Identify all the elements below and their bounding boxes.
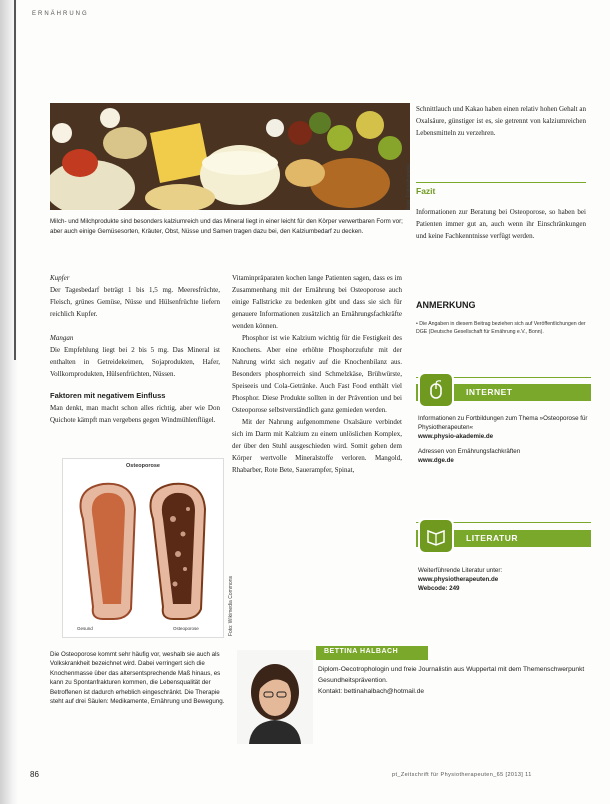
column-1 (50, 272, 220, 426)
internet-mouse-icon (418, 372, 454, 408)
kupfer-paragraph: Der Tagesbedarf beträgt 1 bis 1,5 mg. Meeresfrüchte, Fleisch, grünes Gemüse, Nüsse und Hülsenfrüchte liefern reichlich Kupfer. (50, 286, 220, 318)
internet-line-2: Adressen von Ernährungsfachkräften (418, 448, 521, 455)
spine-line (14, 0, 16, 360)
figure-credit: Foto: Wikimedia Commons (228, 575, 234, 636)
col2-paragraph-1: Vitaminpräparaten kochen lange Patienten sagen, dass es im Zusammenhang mit der Ernährung bei Osteoporose auch einige Fallstricke zu bedenken gibt und dass sie sich für genauere Informationen zusätzlich an Ernährungsfachkräfte wenden können. (232, 274, 402, 330)
anmerkung-heading: ANMERKUNG (416, 300, 476, 310)
fazit-heading: Fazit (416, 186, 436, 196)
internet-link-2[interactable]: www.dge.de (418, 457, 454, 464)
internet-box-content (418, 414, 593, 465)
heading-faktoren: Faktoren mit negativem Einfluss (50, 391, 166, 400)
literatur-title: LITERATUR (466, 533, 519, 543)
internet-link-1[interactable]: www.physio-akademie.de (418, 433, 494, 440)
author-name-tab: BETTINA HALBACH (316, 646, 428, 660)
col2-paragraph-3: Mit der Nahrung aufgenommene Oxalsäure verbindet sich im Darm mit Kalzium zu einem unlöslichen Komplex, der über den Stuhl ausgeschieden wird. Somit gehen dem Körper wertvolle Mineralstoffe verloren. Mangold, Rhabarber, Rote Bete, Sauerampfer, Spinat, (232, 418, 402, 474)
author-photo (237, 650, 313, 744)
column-3-top (416, 103, 586, 139)
food-photo (50, 103, 410, 210)
literatur-link-1[interactable]: www.physiotherapeuten.de (418, 576, 499, 583)
internet-title: INTERNET (466, 387, 513, 397)
figure-title: Osteoporose (126, 463, 160, 469)
subheading-mangan: Mangan (50, 334, 74, 342)
faktoren-paragraph: Man denkt, man macht schon alles richtig, aber wie Don Quichote kämpft man vergebens gegen Windmühlenflügel. (50, 404, 220, 424)
subheading-kupfer: Kupfer (50, 274, 70, 282)
page-number: 86 (30, 770, 39, 779)
food-illustration (50, 103, 410, 210)
anmerkung-text: • Die Angaben in diesem Beitrag beziehen sich auf Veröffentlichungen der DGE (Deutsche Gesellschaft für Ernährung e.V., Bonn). (416, 321, 586, 335)
literatur-book-icon (418, 518, 454, 554)
bone-illustration (63, 459, 223, 637)
fazit-text-block (416, 206, 586, 242)
photo-caption: Milch- und Milchprodukte sind besonders kalziumreich und das Mineral liegt in einer leicht für den Körper verwertbaren Form vor; aber auch einige Gemüsesorten, Kräuter, Obst, Nüsse und Samen tragen dazu bei, den Kalziumbedarf zu decken. (50, 218, 403, 235)
osteoporosis-figure (62, 458, 224, 638)
figure-caption: Die Osteoporose kommt sehr häufig vor, weshalb sie auch als Volkskrankheit bezeichnet wird. Dabei verringert sich die Knochenmasse über das altersentsprechende Maß hinaus, es kann zu Spontanfrakturen kommen, die Lebensqualität der Betroffenen ist dadurch erheblich eingeschränkt. Die Therapie steht auf drei Säulen: Medikamente, Ernährung und Bewegung. (50, 651, 225, 706)
mangan-paragraph: Die Empfehlung liegt bei 2 bis 5 mg. Das Mineral ist enthalten in Getreidekeimen, Sojaprodukten, Hafer, Vollkornprodukten, Hülsenfrüchten, Nüssen. (50, 346, 220, 378)
literatur-line-1: Weiterführende Literatur unter: (418, 567, 503, 574)
internet-line-1: Informationen zu Fortbildungen zum Thema »Osteoporose für Physiotherapeuten« (418, 415, 588, 431)
section-label: ERNÄHRUNG (32, 11, 89, 17)
author-contact[interactable]: Kontakt: bettinahalbach@hotmail.de (318, 688, 425, 695)
author-portrait (237, 650, 313, 744)
fazit-paragraph: Informationen zur Beratung bei Osteoporose, so haben bei Patienten immer gut an, auch wenn ihr Einschränkungen und keine Fachkenntnisse verfügt werden. (416, 208, 586, 240)
figure-label-right: Osteoporose (173, 626, 199, 631)
author-bio-block (318, 664, 588, 697)
literatur-webcode: Webcode: 249 (418, 585, 460, 592)
photo-credit: Foto: Fotolia/Kanolla (406, 164, 412, 210)
figure-label-left: Gesund (77, 626, 93, 631)
book-icon (425, 525, 447, 547)
mouse-icon (425, 379, 447, 401)
literatur-box-content (418, 566, 593, 593)
journal-footer: pt_Zeitschrift für Physiotherapeuten_65 [2013] 11 (392, 772, 532, 778)
col3-top-paragraph: Schnittlauch und Kakao haben einen relativ hohen Gehalt an Oxalsäure, günstiger ist es, sie getrennt von kalziumreichen Lebensmitteln zu verzehren. (416, 105, 586, 137)
column-2 (232, 272, 402, 476)
fazit-rule (416, 182, 586, 183)
col2-paragraph-2: Phosphor ist wie Kalzium wichtig für die Festigkeit des Knochens. Aber eine erhöhte Phosphorzufuhr mit der Nahrung wirkt sich negativ auf die Knochenbilanz aus. Besonders phosphorreich sind Schmelzkäse, Brühwürste, Speiseeis und Cola-Getränke. Auch Fast Food enthält viel Phosphor. Diese Produkte sollten in der Prävention und bei Osteoporose selbstverständlich ganz gemieden werden. (232, 334, 402, 414)
author-bio: Diplom-Oecotrophologin und freie Journalistin aus Wuppertal mit dem Themenschwerpunkt Gesundheitsprävention. (318, 666, 585, 684)
